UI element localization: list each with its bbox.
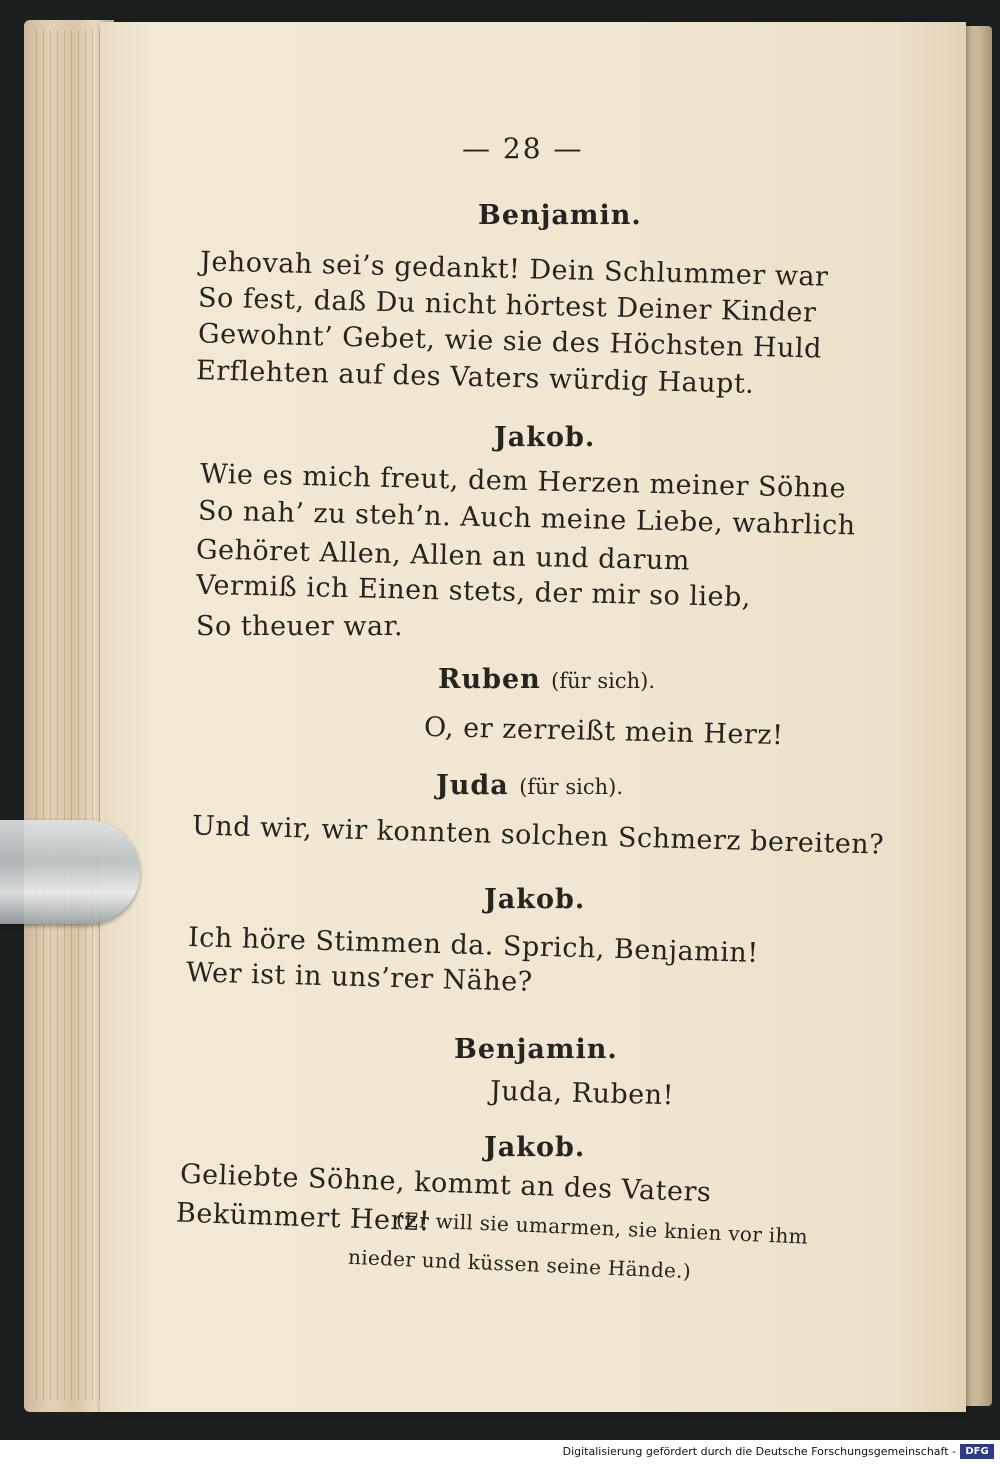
verse-line: Gehöret Allen, Allen an und darum (195, 534, 691, 577)
verse-line: Wer ist in uns’rer Nähe? (185, 957, 534, 998)
page-number: — 28 — (462, 132, 584, 165)
footer-bar (0, 1440, 1000, 1464)
verse-line: Und wir, wir konnten solchen Schmerz bereiten? (191, 810, 885, 861)
verse-line: So fest, daß Du nicht hörtest Deiner Kinder (197, 282, 817, 329)
book-right-edge (962, 26, 992, 1406)
speaker-aside: (für sich). (519, 775, 624, 799)
speaker-ruben (438, 664, 655, 695)
verse-line: Bekümmert Herz! (175, 1197, 431, 1238)
speaker-aside: (für sich). (551, 669, 656, 693)
page-stack-lines (36, 30, 106, 1400)
dfg-logo-icon: DFG (960, 1444, 994, 1459)
verse-line: So theuer war. (196, 611, 404, 642)
footer-credit: Digitalisierung gefördert durch die Deutsche Forschungsgemeinschaft - (562, 1445, 956, 1458)
speaker-jakob-1: Jakob. (494, 422, 596, 453)
verse-line: Ich höre Stimmen da. Sprich, Benjamin! (187, 922, 760, 969)
verse-line: Wie es mich freut, dem Herzen meiner Söhne (199, 458, 847, 505)
bookmark-clip (0, 820, 140, 924)
speaker-jakob-2: Jakob. (484, 884, 586, 915)
verse-line: O, er zerreißt mein Herz! (423, 711, 784, 752)
stage-direction-line: nieder und küssen seine Hände.) (347, 1244, 692, 1284)
verse-line: Vermiß ich Einen stets, der mir so lieb, (195, 569, 752, 614)
speaker-jakob-3: Jakob. (484, 1132, 586, 1163)
verse-line: Jehovah sei’s gedankt! Dein Schlummer war (199, 246, 829, 293)
speaker-juda (436, 770, 623, 801)
stage-direction-line: (Er will sie umarmen, sie knien vor ihm (395, 1207, 809, 1249)
verse-line: Juda, Ruben! (489, 1075, 675, 1112)
verse-line: Erflehten auf des Vaters würdig Haupt. (195, 355, 755, 400)
verse-line: Geliebte Söhne, kommt an des Vaters (179, 1158, 712, 1209)
verse-line: Gewohnt’ Gebet, wie sie des Höchsten Huld (197, 318, 823, 365)
speaker-benjamin-2: Benjamin. (454, 1034, 618, 1065)
speaker-name: Juda (436, 770, 509, 801)
speaker-benjamin-1: Benjamin. (478, 200, 642, 231)
verse-line: So nah’ zu steh’n. Auch meine Liebe, wahrlich (197, 495, 856, 542)
speaker-name: Ruben (438, 664, 541, 695)
